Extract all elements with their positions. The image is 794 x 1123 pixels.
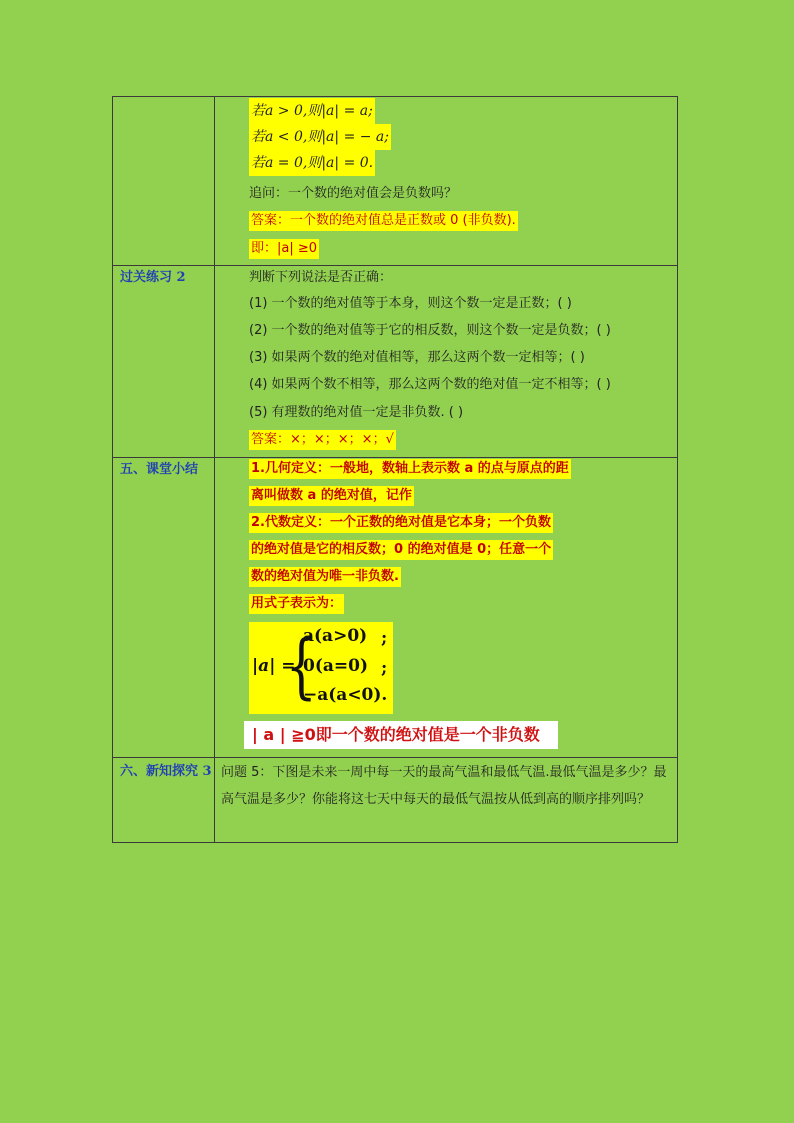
practice-answer: 答案：×；×；×；×；√ xyxy=(249,430,396,450)
practice-item: (3) 如果两个数的绝对值相等，那么这两个数一定相等；( ) xyxy=(249,350,585,365)
row-divider xyxy=(112,457,678,458)
formula-semicolon: ; xyxy=(381,658,388,678)
piecewise-formula xyxy=(249,622,393,714)
row-divider xyxy=(112,757,678,758)
case-negative: 若a < 0,则|a| = − a; xyxy=(249,124,391,150)
case-positive: 若a > 0,则|a| = a; xyxy=(249,98,375,124)
geometric-definition: 1.几何定义：一般地，数轴上表示数 a 的点与原点的距 xyxy=(249,459,571,479)
summary-banner: | a | ≧0即一个数的绝对值是一个非负数 xyxy=(244,721,558,749)
practice-item: (1) 一个数的绝对值等于本身，则这个数一定是正数；( ) xyxy=(249,296,572,311)
practice-item: (2) 一个数的绝对值等于它的相反数，则这个数一定是负数；( ) xyxy=(249,323,611,338)
algebraic-definition-cont: 的绝对值是它的相反数；0 的绝对值是 0；任意一个 xyxy=(249,540,553,560)
practice-item: (5) 有理数的绝对值一定是非负数. ( ) xyxy=(249,405,464,420)
followup-question: 追问：一个数的绝对值会是负数吗？ xyxy=(249,186,458,201)
practice-item: (4) 如果两个数不相等，那么这两个数的绝对值一定不相等；( ) xyxy=(249,377,611,392)
case-zero: 若a = 0,则|a| = 0. xyxy=(249,150,375,176)
formula-row-negative: −a(a<0). xyxy=(303,685,388,705)
explore-label: 六、新知探究 3 xyxy=(120,764,212,779)
formula-row-positive: a(a>0) xyxy=(303,626,368,646)
formula-semicolon: ; xyxy=(381,628,388,648)
algebraic-definition: 2.代数定义：一个正数的绝对值是它本身；一个负数 xyxy=(249,513,553,533)
geometric-definition-cont: 离叫做数 a 的绝对值，记作 xyxy=(249,486,414,506)
algebraic-definition-end: 数的绝对值为唯一非负数. xyxy=(249,567,401,587)
formula-lhs: |a| = xyxy=(252,656,296,676)
followup-answer: 答案：一个数的绝对值总是正数或 0 (非负数). xyxy=(249,211,518,231)
practice-label: 过关练习 2 xyxy=(120,270,186,285)
nonnegative-statement: 即：|a| ≥0 xyxy=(249,239,319,259)
formula-row-zero: 0(a=0) xyxy=(303,656,369,676)
formula-intro: 用式子表示为： xyxy=(249,594,344,614)
row-divider xyxy=(112,265,678,266)
practice-intro: 判断下列说法是否正确： xyxy=(249,270,393,285)
explore-problem: 问题 5：下图是未来一周中每一天的最高气温和最低气温.最低气温是多少？最高气温是多少？你能将这七天中每天的最低气温按从低到高的顺序排列吗？ xyxy=(221,765,667,807)
summary-label: 五、课堂小结 xyxy=(120,462,199,477)
brace-icon: { xyxy=(285,625,317,707)
column-divider xyxy=(214,96,215,843)
